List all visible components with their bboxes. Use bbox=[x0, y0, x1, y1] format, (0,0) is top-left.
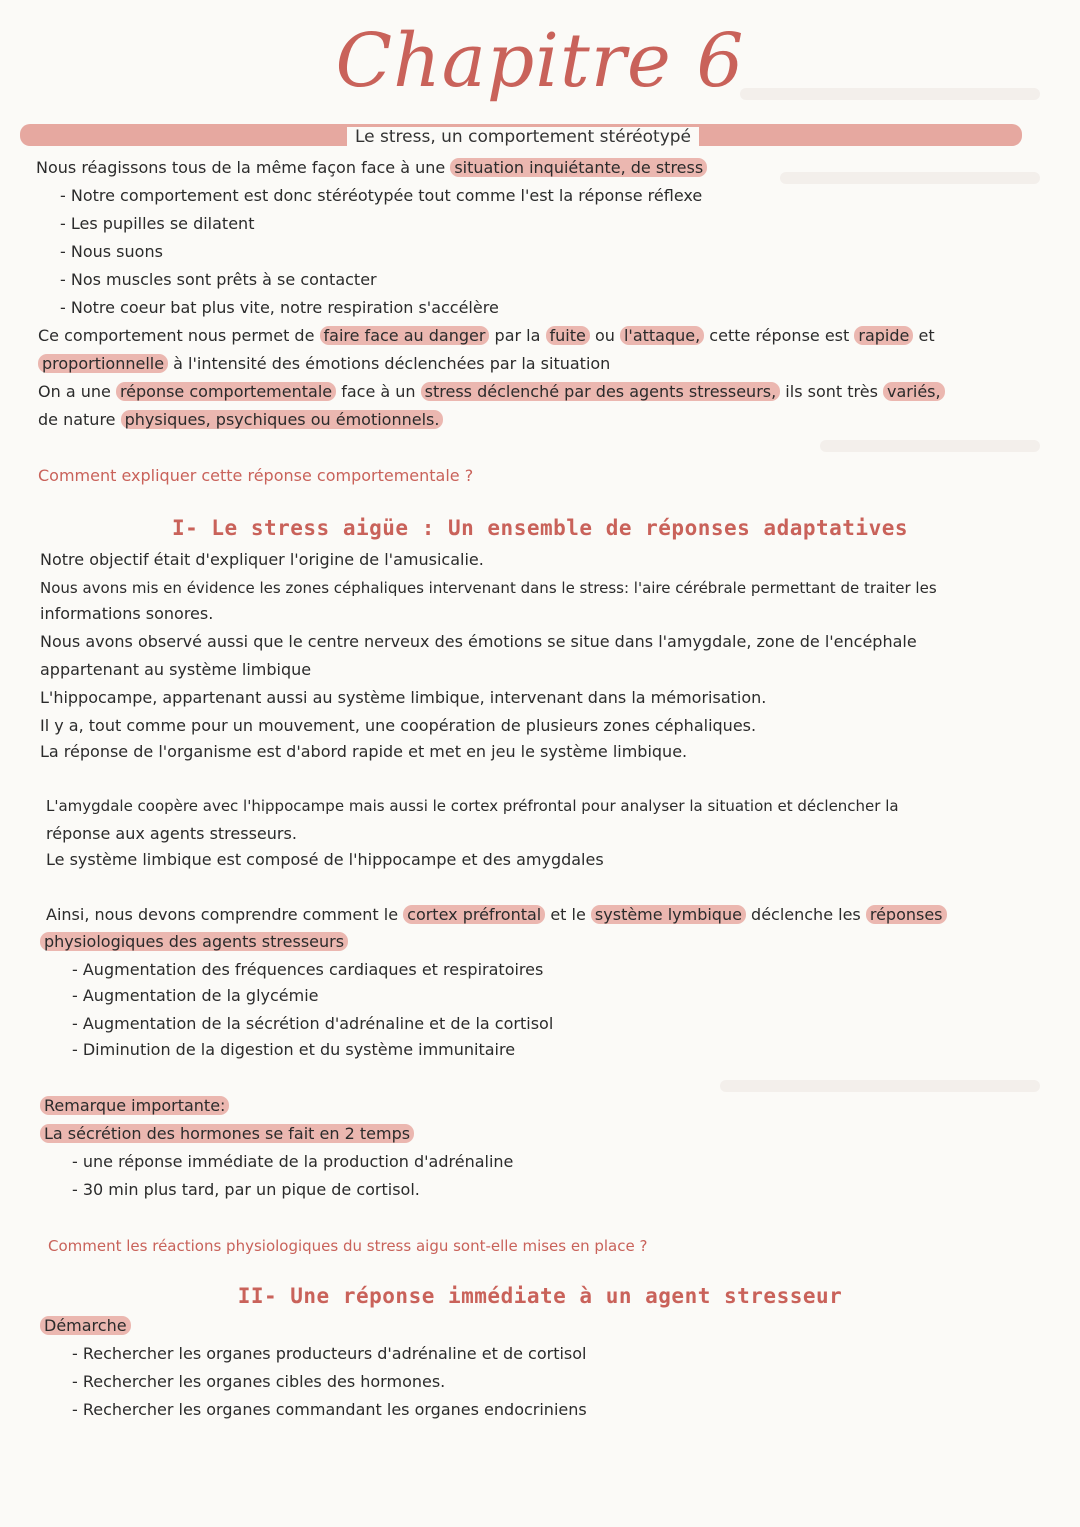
highlight: Démarche bbox=[40, 1316, 131, 1335]
intro-paragraph-line: proportionnelle à l'intensité des émotions déclenchées par la situation bbox=[38, 354, 610, 374]
bullet: - Nous suons bbox=[60, 242, 163, 261]
intro-line: Nous réagissons tous de la même façon face à une situation inquiétante, de stress bbox=[36, 158, 707, 178]
text-line: Nous avons mis en évidence les zones céphaliques intervenant dans le stress: l'aire cérébrale permettant de traiter les bbox=[40, 579, 937, 597]
ainsi-line: Ainsi, nous devons comprendre comment le cortex préfrontal et le système lymbique déclenche les réponses bbox=[46, 905, 947, 925]
bullet: - Notre coeur bat plus vite, notre respiration s'accélère bbox=[60, 298, 499, 317]
text-line: Nous avons observé aussi que le centre nerveux des émotions se situe dans l'amygdale, zone de l'encéphale bbox=[40, 632, 917, 651]
highlight: La sécrétion des hormones se fait en 2 temps bbox=[40, 1124, 414, 1143]
intro-paragraph-line: Ce comportement nous permet de faire face au danger par la fuite ou l'attaque, cette réponse est rapide et bbox=[38, 326, 935, 345]
text-line: Le système limbique est composé de l'hippocampe et des amygdales bbox=[46, 850, 604, 869]
question-1: Comment expliquer cette réponse comportementale ? bbox=[38, 466, 474, 485]
page-subtitle: Le stress, un comportement stéréotypé bbox=[347, 127, 699, 147]
bullet: - Rechercher les organes producteurs d'adrénaline et de cortisol bbox=[72, 1344, 587, 1363]
bullet: - Les pupilles se dilatent bbox=[60, 214, 255, 233]
highlight: cortex préfrontal bbox=[403, 905, 545, 924]
show-through-mark bbox=[820, 440, 1040, 452]
text-line: appartenant au système limbique bbox=[40, 660, 312, 679]
text-line: La réponse de l'organisme est d'abord rapide et met en jeu le système limbique. bbox=[40, 742, 688, 761]
highlight: proportionnelle bbox=[38, 354, 168, 373]
highlight: variés, bbox=[883, 382, 945, 401]
bullet: - 30 min plus tard, par un pique de cortisol. bbox=[72, 1180, 420, 1199]
page-title: Chapitre 6 bbox=[335, 18, 745, 104]
text-line: informations sonores. bbox=[40, 604, 214, 623]
bullet: - Augmentation de la glycémie bbox=[72, 986, 319, 1005]
text-line: réponse aux agents stresseurs. bbox=[46, 824, 297, 843]
highlight: réponses bbox=[866, 905, 947, 924]
bullet: - Augmentation de la sécrétion d'adrénaline et de la cortisol bbox=[72, 1014, 554, 1033]
bullet: - Rechercher les organes cibles des hormones. bbox=[72, 1372, 446, 1391]
demarche-label bbox=[40, 1316, 131, 1336]
highlight: fuite bbox=[546, 326, 590, 345]
bullet: - Rechercher les organes commandant les organes endocriniens bbox=[72, 1400, 587, 1419]
show-through-mark bbox=[780, 172, 1040, 184]
highlight: faire face au danger bbox=[320, 326, 490, 345]
show-through-mark bbox=[720, 1080, 1040, 1092]
highlight: Remarque importante: bbox=[40, 1096, 229, 1115]
bullet: - Notre comportement est donc stéréotypée tout comme l'est la réponse réflexe bbox=[60, 186, 703, 205]
intro-paragraph-line: On a une réponse comportementale face à un stress déclenché par des agents stresseurs, ils sont très variés, bbox=[38, 382, 945, 402]
text-line: Notre objectif était d'expliquer l'origine de l'amusicalie. bbox=[40, 550, 484, 569]
bullet: - une réponse immédiate de la production d'adrénaline bbox=[72, 1152, 514, 1171]
bullet: - Augmentation des fréquences cardiaques et respiratoires bbox=[72, 960, 544, 979]
text-line: L'hippocampe, appartenant aussi au système limbique, intervenant dans la mémorisation. bbox=[40, 688, 767, 707]
highlight: physiques, psychiques ou émotionnels. bbox=[121, 410, 444, 429]
section-2-heading: II- Une réponse immédiate à un agent stresseur bbox=[237, 1284, 843, 1308]
highlight: l'attaque, bbox=[620, 326, 704, 345]
highlight: système lymbique bbox=[591, 905, 746, 924]
text-line: L'amygdale coopère avec l'hippocampe mais aussi le cortex préfrontal pour analyser la situation et déclencher la bbox=[46, 797, 899, 815]
intro-paragraph-line: de nature physiques, psychiques ou émotionnels. bbox=[38, 410, 443, 430]
ainsi-line bbox=[40, 932, 348, 952]
text-line: Il y a, tout comme pour un mouvement, une coopération de plusieurs zones céphaliques. bbox=[40, 716, 757, 735]
bullet: - Nos muscles sont prêts à se contacter bbox=[60, 270, 377, 289]
remark-label bbox=[40, 1096, 229, 1116]
highlight: réponse comportementale bbox=[116, 382, 336, 401]
highlight: physiologiques des agents stresseurs bbox=[40, 932, 348, 951]
section-1-heading: I- Le stress aigüe : Un ensemble de réponses adaptatives bbox=[171, 516, 908, 540]
remark-line bbox=[40, 1124, 414, 1144]
highlight: rapide bbox=[854, 326, 913, 345]
highlight: stress déclenché par des agents stresseurs, bbox=[421, 382, 781, 401]
highlight: situation inquiétante, de stress bbox=[450, 158, 707, 177]
question-2: Comment les réactions physiologiques du stress aigu sont-elle mises en place ? bbox=[48, 1237, 648, 1255]
bullet: - Diminution de la digestion et du système immunitaire bbox=[72, 1040, 516, 1059]
